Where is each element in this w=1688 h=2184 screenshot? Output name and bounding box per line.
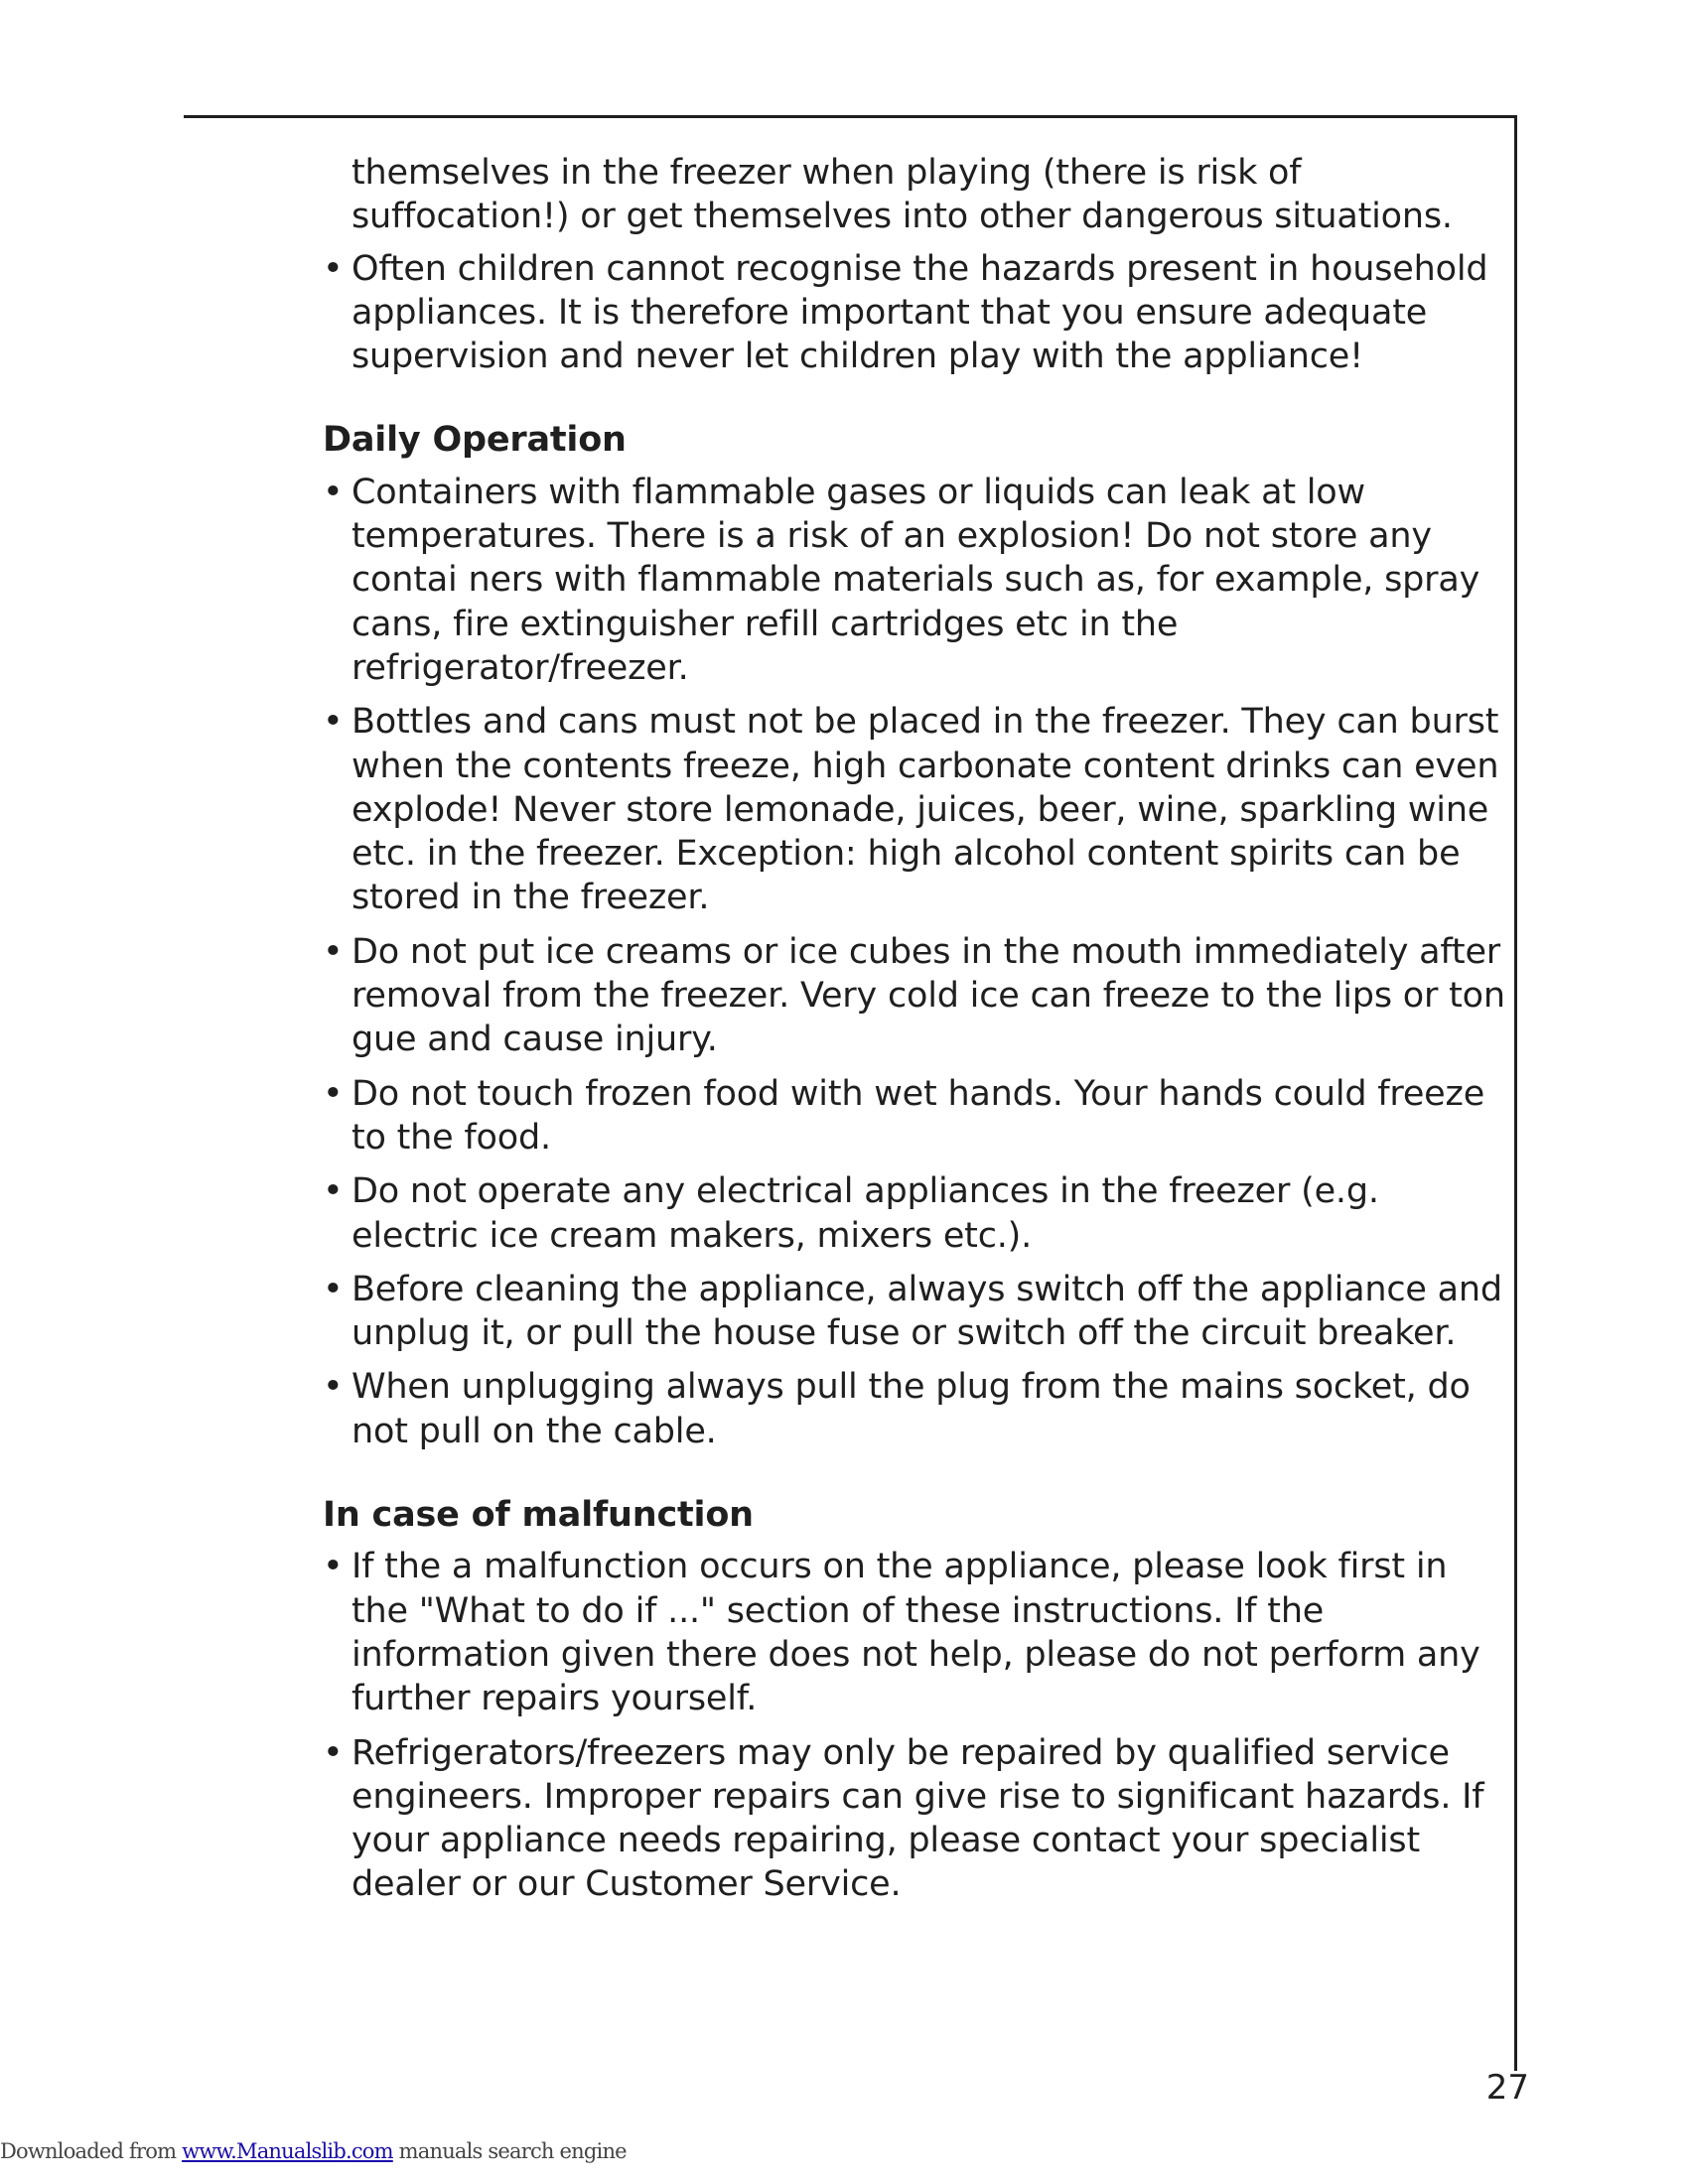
list-item-text: When unplugging always pull the plug from the mains socket, do not pull on the cable. bbox=[352, 1367, 1471, 1451]
list-item-text: Do not touch frozen food with wet hands. Your hands could freeze to the food. bbox=[352, 1073, 1485, 1158]
top-rule bbox=[184, 115, 1517, 118]
bullet-icon: • bbox=[323, 931, 344, 972]
list-item bbox=[323, 930, 1514, 1062]
list-item bbox=[323, 1731, 1514, 1907]
list-item-text: Do not operate any electrical appliances in the freezer (e.g. electric ice cream makers, mixers etc.). bbox=[352, 1171, 1379, 1256]
bullet-icon: • bbox=[323, 472, 344, 512]
list-item bbox=[323, 471, 1514, 690]
list-item-text: Before cleaning the appliance, always switch off the appliance and unplug it, or pull the house fuse or switch off the circuit breaker. bbox=[352, 1269, 1502, 1354]
section-heading-daily-operation: Daily Operation bbox=[323, 420, 627, 461]
list-item-text: Often children cannot recognise the hazards present in household appliances. It is therefore important that you ensure adequate supervision and never let children play with the appliance! bbox=[352, 248, 1488, 377]
bullet-icon: • bbox=[323, 1269, 344, 1309]
bullet-icon: • bbox=[323, 702, 344, 743]
list-item bbox=[323, 1072, 1514, 1160]
list-item-text: Do not put ice creams or ice cubes in the mouth immediately after removal from the freezer. Very cold ice can freeze to the lips or ton gue and cause injury. bbox=[352, 931, 1505, 1060]
intro-continuation: themselves in the freezer when playing (there is risk of suffocation!) or get themselves into other dangerous situations. bbox=[352, 153, 1453, 237]
list-item bbox=[323, 1365, 1514, 1453]
list-item bbox=[323, 1268, 1514, 1356]
list-item-text: Bottles and cans must not be placed in the freezer. They can burst when the contents freeze, high carbonate content drinks can even explode! Never store lemonade, juices, beer, wine, sparkling wine etc. in the freezer. Exception: high alcohol content spirits can be stored in the freezer. bbox=[352, 702, 1499, 918]
bullet-icon: • bbox=[323, 1732, 344, 1773]
download-footer bbox=[0, 2139, 627, 2163]
list-item bbox=[323, 247, 1514, 379]
bullet-icon: • bbox=[323, 1367, 344, 1408]
list-item bbox=[323, 700, 1514, 919]
section-heading-malfunction: In case of malfunction bbox=[323, 1495, 754, 1536]
list-item-text: If the a malfunction occurs on the appliance, please look first in the "What to do if ..." section of these instructions. If the information given there does not help, please do not perform any further repairs yourself. bbox=[352, 1547, 1480, 1719]
list-item-text: Containers with flammable gases or liquids can leak at low temperatures. There is a risk of an explosion! Do not store any contai ners with flammable materials such as, for example, spray cans, fire extinguisher refill cartridges etc in the refrigerator/freezer. bbox=[352, 472, 1480, 688]
list-item bbox=[323, 1169, 1514, 1258]
bullet-icon: • bbox=[323, 1073, 344, 1114]
footer-prefix: Downloaded from bbox=[0, 2139, 183, 2163]
list-item bbox=[323, 1545, 1514, 1720]
bullet-icon: • bbox=[323, 1547, 344, 1587]
bullet-icon: • bbox=[323, 248, 344, 289]
page-content bbox=[323, 151, 1514, 1917]
footer-suffix: manuals search engine bbox=[392, 2139, 627, 2163]
page-number: 27 bbox=[1485, 2068, 1529, 2108]
bullet-icon: • bbox=[323, 1171, 344, 1212]
manualslib-link[interactable]: www.Manualslib.com bbox=[182, 2139, 393, 2163]
right-rule bbox=[1514, 115, 1517, 2071]
list-item-text: Refrigerators/freezers may only be repaired by qualified service engineers. Improper repairs can give rise to significant hazards. If your appliance needs repairing, please contact your specialist dealer or our Customer Service. bbox=[352, 1732, 1484, 1905]
